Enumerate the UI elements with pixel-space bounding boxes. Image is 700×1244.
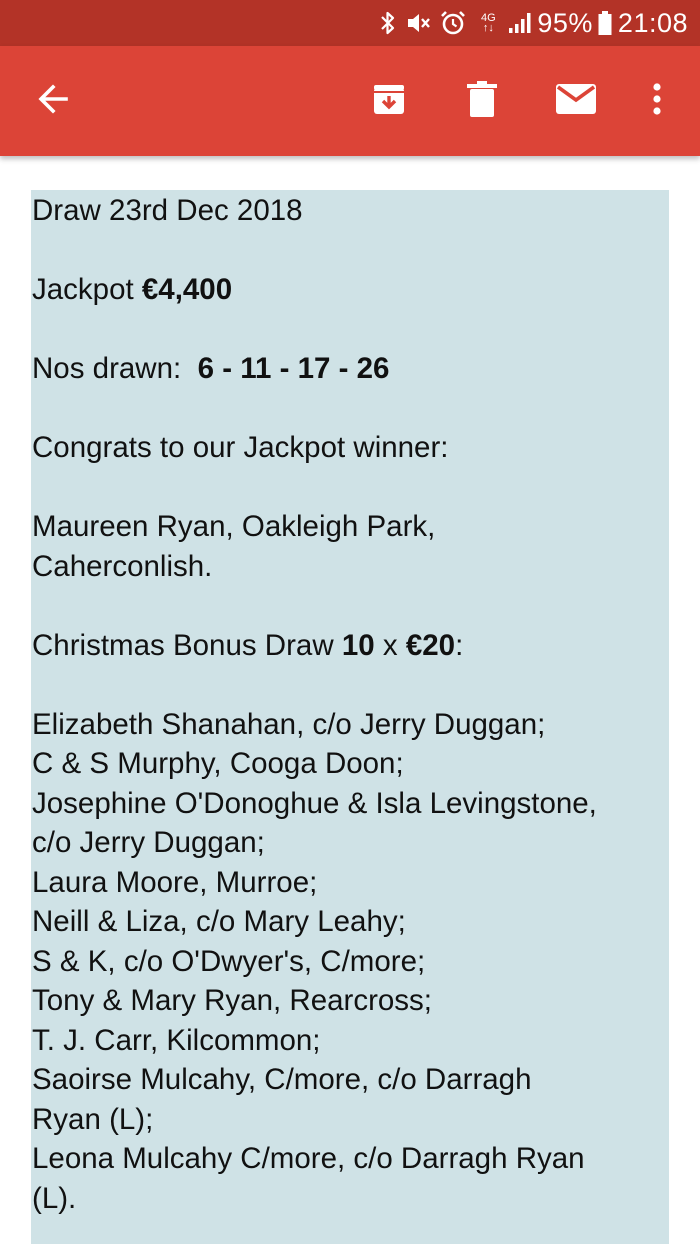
battery-icon: [598, 10, 612, 36]
list-item: Tony & Mary Ryan, Rearcross;: [32, 984, 433, 1017]
list-item: C & S Murphy, Cooga Doon;: [32, 747, 404, 780]
bonus-winners-list: [32, 705, 669, 1219]
draw-date: Draw 23rd Dec 2018: [32, 194, 303, 227]
network-type-label: 4G: [481, 12, 496, 24]
more-vert-icon: [652, 82, 662, 121]
status-bar: [0, 0, 700, 46]
congrats-line: Congrats to our Jackpot winner:: [32, 431, 449, 464]
winner-line: Maureen Ryan, Oakleigh Park,: [32, 510, 436, 543]
network-icon: [478, 13, 498, 33]
list-item: Saoirse Mulcahy, C/more, c/o Darragh: [32, 1063, 532, 1096]
bonus-amount: €20: [405, 628, 456, 662]
app-toolbar: [0, 46, 700, 156]
numbers-label: Nos drawn:: [32, 352, 198, 385]
list-item: T. J. Carr, Kilcommon;: [32, 1023, 321, 1057]
mute-icon: [405, 10, 431, 36]
jackpot-label: Jackpot: [32, 273, 142, 306]
delete-button[interactable]: [457, 76, 507, 126]
jackpot-line: [32, 270, 669, 310]
list-item: c/o Jerry Duggan;: [32, 826, 265, 859]
list-item: Leona Mulcahy C/more, c/o Darragh Ryan: [32, 1142, 585, 1175]
alarm-icon: [440, 10, 466, 36]
list-item: (L).: [32, 1181, 77, 1215]
delete-icon: [466, 81, 498, 122]
clock-time: 21:08: [617, 7, 688, 38]
bonus-count: 10: [341, 628, 375, 662]
list-item: Ryan (L);: [32, 1102, 154, 1136]
bonus-draw-line: [32, 626, 669, 666]
list-item: Neill & Liza, c/o Mary Leahy;: [32, 905, 406, 938]
list-item: Josephine O'Donoghue & Isla Levingstone,: [32, 786, 597, 820]
winner-line: Caherconlish.: [32, 549, 213, 583]
bluetooth-icon: [380, 10, 396, 36]
bonus-multiplier: x: [374, 628, 406, 662]
back-button[interactable]: [28, 76, 78, 126]
email-body: [31, 190, 669, 1244]
jackpot-value: €4,400: [141, 273, 233, 306]
more-options-button[interactable]: [632, 76, 682, 126]
battery-percent: 95%: [537, 7, 593, 38]
back-arrow-icon: [36, 82, 70, 121]
bonus-colon: :: [455, 628, 464, 662]
list-item: Laura Moore, Murroe;: [32, 865, 318, 899]
list-item: Elizabeth Shanahan, c/o Jerry Duggan;: [32, 707, 546, 741]
mail-icon: [555, 83, 597, 120]
bonus-label: Christmas Bonus Draw: [32, 628, 342, 662]
archive-button[interactable]: [364, 76, 414, 126]
signal-icon: [507, 11, 531, 35]
mark-unread-button[interactable]: [551, 76, 601, 126]
archive-icon: [371, 81, 407, 122]
numbers-line: [32, 349, 669, 389]
list-item: S & K, c/o O'Dwyer's, C/more;: [32, 944, 426, 978]
network-activity-label: ↑↓: [482, 22, 494, 34]
numbers-value: 6 - 11 - 17 - 26: [197, 352, 390, 385]
